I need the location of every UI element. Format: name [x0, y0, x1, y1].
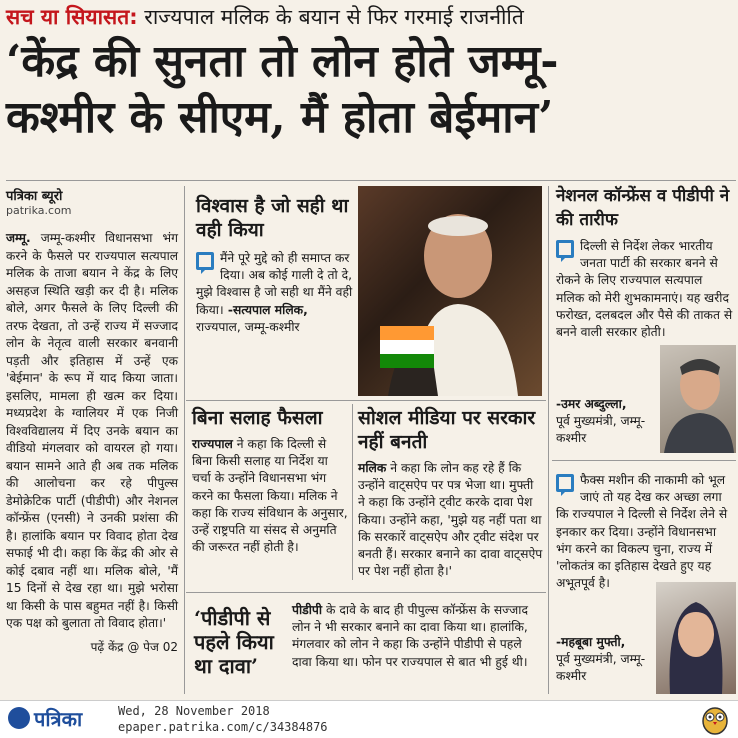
epaper-url[interactable]: epaper.patrika.com/c/34384876 — [118, 720, 328, 734]
quote-icon — [556, 474, 574, 492]
kicker-text: राज्यपाल मलिक के बयान से फिर गरमाई राजनीति — [137, 5, 524, 29]
box3-text: ने कहा कि लोन कह रहे हैं कि उन्होंने वाट्सऐप पर पत्र भेजा था। मुफ्ती ने कहा कि उन्होंने ट्वीट करके दावा पेश किया। उन्होंने कहा, 'मुझे यह नहीं पता था कि सरकारें वाट्सऐप और ट्वीट संदेश पर बनती हैं। सरकार बनाने का दावा वाट्सऐप पर पेश नहीं होता है।' — [358, 461, 543, 579]
byline-name: पत्रिका ब्यूरो — [6, 189, 63, 204]
headline — [6, 34, 734, 146]
box4-lead: पीडीपी — [292, 603, 323, 617]
divider — [184, 186, 185, 694]
box2-text: ने कहा कि दिल्ली से बिना किसी सलाह या निर्देश या चर्चा के उन्होंने विधानसभा भंग करने का फैसला किया। मलिक ने कहा कि राज्य संविधान के अनुसार, उन्हें राष्ट्रपति या संसद से अनुमति की जरूरत नहीं होती है। — [192, 437, 348, 555]
omar-abdullah-photo — [660, 345, 736, 453]
box4-heading — [194, 606, 286, 678]
story-pdp-claim — [292, 602, 544, 671]
edition-date: Wed, 28 November 2018 — [118, 704, 270, 718]
attr1-name: -उमर अब्दुल्ला, — [556, 397, 627, 411]
story-no-consultation — [192, 406, 350, 556]
kicker — [6, 2, 734, 32]
box2-lead: राज्यपाल — [192, 437, 233, 451]
byline — [6, 186, 178, 217]
attribution-omar — [556, 396, 656, 448]
box1-role: राज्यपाल, जम्मू-कश्मीर — [196, 319, 300, 334]
main-story-text: जम्मू-कश्मीर विधानसभा भंग करने के फैसले पर राज्यपाल सत्यपाल मलिक के ताजा बयान ने केंद्र के लिए असहज स्थिति खड़ी कर दी है। मलिक बोले, अगर फैसले के लिए दिल्ली की तरफ देखता, तो उन्हें राज्य में सज्जाद लोन के नेतृत्व वाली सरकार बनवानी पड़ती और इतिहास में उन्हें एक 'बेईमान' के रूप में याद किया जाता। इसलिए, मामला ही खत्म कर दिया। मध्यप्रदेश के ग्वालियर में एक निजी विश्वविद्यालय में दिए उनके बयान का वीडियो मंगलवार को वायरल हो गया। बयान सामने आते ही अब तक मलिक की आलोचना कर रहे पीपुल्स डेमोक्रेटिक पार्टी (पीडीपी) और नेशनल कॉन्फ्रेंस (एनसी) ने उनकी प्रशंसा की है। हालांकि बयान पर विवाद होता देख सफाई भी दी। कहा कि केंद्र की ओर से कोई दबाव नहीं था। मलिक बोले, 'मैं 15 दिनों से देख रहा था। मुझे भरोसा था किसी के पास बहुमत नहीं है। किसी एक पक्ष को बुलाता तो विवाद होता।' — [6, 231, 178, 630]
byline-site: patrika.com — [6, 204, 72, 217]
divider — [548, 186, 549, 694]
right-column-title — [556, 184, 734, 232]
attribution-mehbooba — [556, 634, 656, 686]
governor-photo — [358, 186, 542, 396]
quote-omar — [556, 238, 734, 341]
box4-text: के दावे के बाद ही पीपुल्स कॉन्फ्रेंस के सज्जाद लोन ने भी सरकार बनाने का दावा किया था। हालांकि, मंगलवार को लोन ने कहा कि उन्होंने पीडीपी से पहले दावा किया था। फोन पर राज्यपाल से बात भी हुई थी। — [292, 603, 529, 669]
headline-line1: ‘केंद्र की सुनता तो लोन होते जम्मू- — [6, 36, 559, 87]
quote2-text: फैक्स मशीन की नाकामी को भूल जाएं तो यह देख कर अच्छा लगा कि राज्यपाल ने दिल्ली से निर्देश लेने से इनकार कर दिया। उन्होंने विधानसभा भंग करने का विकल्प चुना, राज्य में 'लोकतंत्र का इतिहास देखते हुए यह अभूतपूर्व है। — [556, 473, 728, 591]
divider — [6, 180, 736, 181]
quote-icon — [196, 252, 214, 270]
dateline: जम्मू. — [6, 231, 31, 245]
kicker-label: सच या सियासत: — [6, 5, 138, 29]
divider — [552, 460, 736, 461]
mehbooba-mufti-photo — [656, 582, 736, 694]
box1-attribution: -सत्यपाल मलिक, — [223, 302, 308, 317]
divider — [186, 400, 546, 401]
box4-title: ‘पीडीपी से पहले किया था दावा’ — [194, 606, 274, 678]
story-social-media — [358, 406, 544, 580]
box3-lead: मलिक — [358, 461, 387, 475]
box2-title: बिना सलाह फैसला — [192, 407, 323, 429]
box3-title: सोशल मीडिया पर सरकार नहीं बनती — [358, 407, 536, 453]
continued-link[interactable]: पढ़ें केंद्र @ पेज 02 — [90, 639, 178, 654]
attr2-role: पूर्व मुख्यमंत्री, जम्मू-कश्मीर — [556, 652, 646, 684]
quote-box-governor — [196, 194, 356, 336]
attr1-role: पूर्व मुख्यमंत्री, जम्मू-कश्मीर — [556, 414, 646, 446]
divider — [186, 592, 546, 593]
box1-quote: मैंने पूरे मुद्दे को ही समाप्त कर दिया। अब कोई गाली दे तो दे, मुझे विश्वास है जो सही था मैंने वही किया। — [196, 251, 353, 317]
main-story — [6, 230, 178, 656]
footer — [0, 700, 738, 738]
divider — [352, 404, 353, 580]
quote-mehbooba — [556, 472, 734, 592]
right-title: नेशनल कॉन्फ्रेंस व पीडीपी ने की तारीफ — [556, 186, 730, 230]
quote1-text: दिल्ली से निर्देश लेकर भारतीय जनता पार्टी की सरकार बनने से रोकने के लिए राज्यपाल सत्यपाल मलिक को मेरी शुभकामनाएं। यह खरीद फरोख्त, दलबदल और पैसे की ताकत से बनने वाली सरकार होती। — [556, 239, 733, 340]
owl-mascot-icon — [700, 703, 730, 735]
patrika-logo-icon — [8, 707, 30, 729]
box1-title: विश्वास है जो सही था वही किया — [196, 195, 349, 241]
patrika-logo-text: पत्रिका — [34, 707, 83, 731]
attr2-name: -महबूबा मुफ्ती, — [556, 635, 626, 649]
quote-icon — [556, 240, 574, 258]
headline-line2: कश्मीर के सीएम, मैं होता बेईमान’ — [6, 92, 554, 143]
